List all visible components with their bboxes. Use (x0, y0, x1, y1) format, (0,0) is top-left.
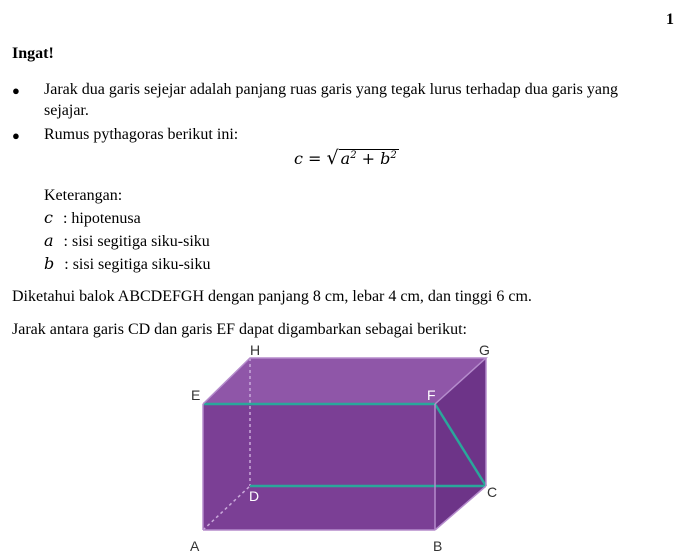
legend-desc-b: : sisi segitiga siku-siku (64, 256, 211, 273)
formula-b: b (380, 149, 391, 168)
bullet-marker-2: ● (12, 128, 20, 143)
formula-a: a (340, 149, 351, 168)
legend-symbol-b: b (44, 254, 55, 273)
paragraph-given: Diketahui balok ABCDEFGH dengan panjang 8 cm, lebar 4 cm, dan tinggi 6 cm. (12, 288, 532, 305)
vertex-label-f: F (427, 387, 436, 403)
vertex-label-g: G (479, 342, 490, 358)
vertex-label-a: A (190, 538, 200, 554)
formula-plus: + (356, 149, 381, 168)
cuboid-front-face (203, 404, 435, 530)
legend-symbol-a: a (44, 231, 54, 250)
bullet-1-line1: Jarak dua garis sejejar adalah panjang ruas garis yang tegak lurus terhadap dua garis yang (44, 81, 618, 98)
bullet-2-line1: Rumus pythagoras berikut ini: (44, 126, 239, 143)
vertex-label-d: D (249, 488, 260, 504)
legend-desc-c: : hipotenusa (62, 210, 141, 227)
square-root: √ $a^2 + b^2$ (326, 147, 397, 169)
page-number: 1 (666, 11, 674, 28)
paragraph-distance: Jarak antara garis CD dan garis EF dapat digambarkan sebagai berikut: (12, 321, 467, 338)
formula-b-exp: 2 (390, 150, 397, 161)
formula-lhs: c = (294, 149, 327, 168)
vertex-label-c: C (487, 484, 498, 500)
formula-a-exp: 2 (350, 150, 357, 161)
legend-title: Keterangan: (44, 187, 123, 204)
bullet-marker-1: ● (12, 83, 20, 98)
heading: Ingat! (12, 45, 54, 62)
legend-symbol-c: c (44, 208, 53, 227)
vertex-label-e: E (191, 387, 201, 403)
bullet-1-line2: sejajar. (44, 102, 89, 119)
legend-desc-a: : sisi segitiga siku-siku (63, 233, 210, 250)
vertex-label-b: B (433, 538, 443, 554)
vertex-label-h: H (250, 342, 261, 358)
